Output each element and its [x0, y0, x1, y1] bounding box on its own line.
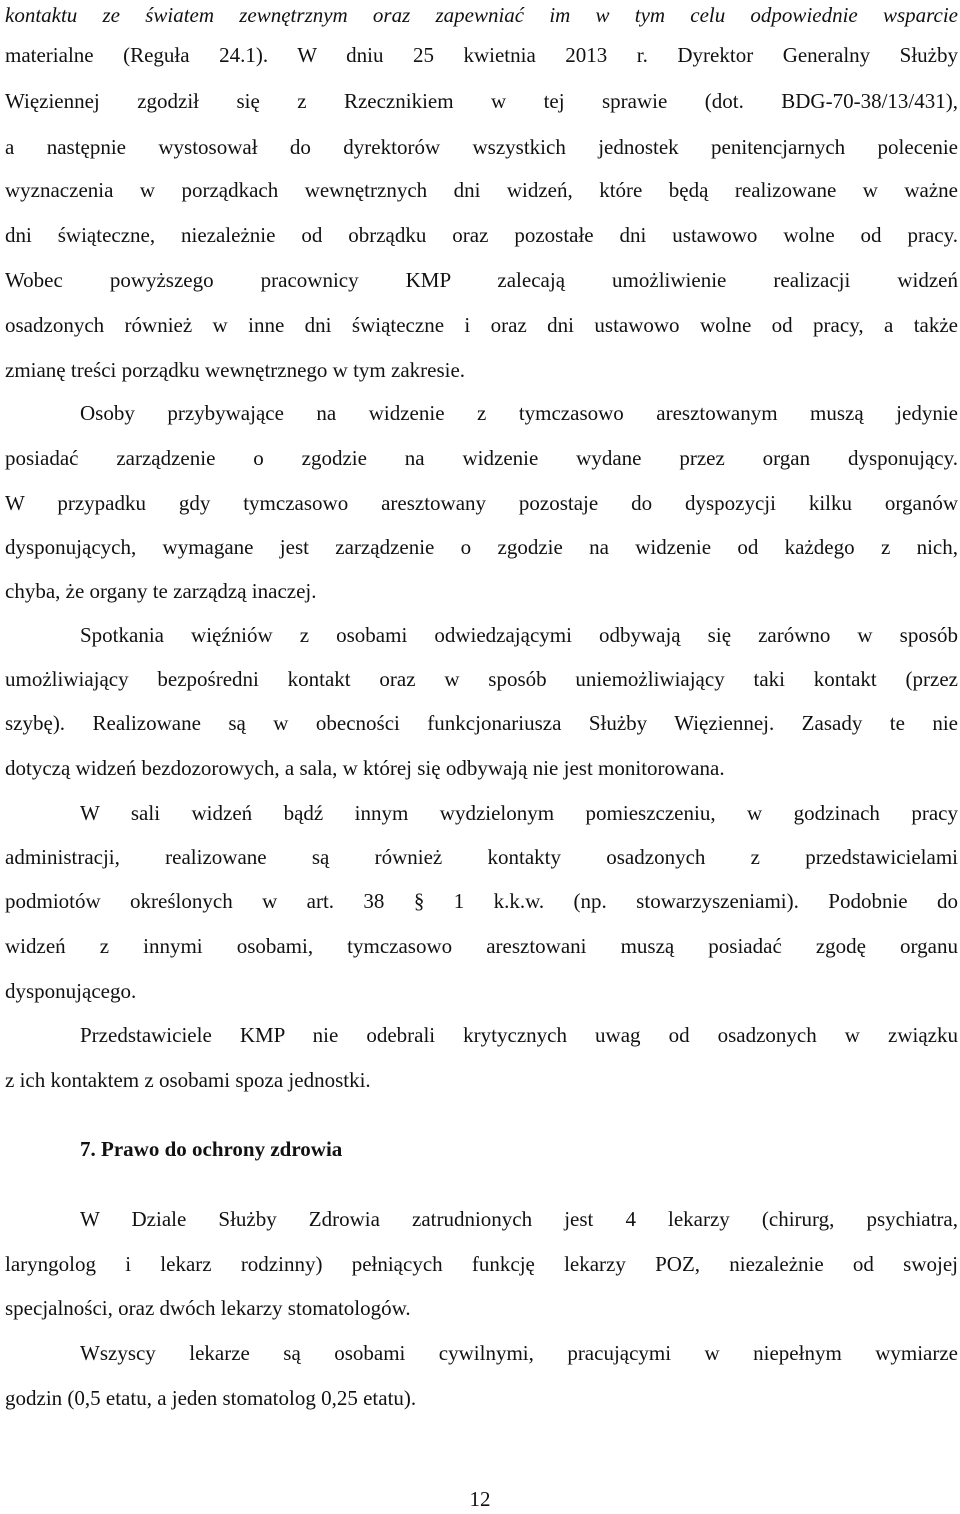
- text-line: Spotkania więźniów z osobami odwiedzającymi odbywają się zarówno w sposób: [80, 623, 958, 647]
- text-line: godzin (0,5 etatu, a jeden stomatolog 0,25 etatu).: [5, 1386, 417, 1410]
- text-line: umożliwiający bezpośredni kontakt oraz w sposób uniemożliwiający taki kontakt (przez: [5, 667, 958, 691]
- text-line: kontaktu ze światem zewnętrznym oraz zapewniać im w tym celu odpowiednie wsparcie: [5, 3, 958, 27]
- text-line: szybę). Realizowane są w obecności funkcjonariusza Służby Więziennej. Zasady te nie: [5, 711, 958, 735]
- text-line: zmianę treści porządku wewnętrznego w tym zakresie.: [5, 358, 466, 382]
- text-line: dysponującego.: [5, 979, 137, 1003]
- section-heading: 7. Prawo do ochrony zdrowia: [80, 1137, 343, 1161]
- text-line: podmiotów określonych w art. 38 § 1 k.k.w. (np. stowarzyszeniami). Podobnie do: [5, 889, 958, 913]
- text-line: Wobec powyższego pracownicy KMP zalecają umożliwienie realizacji widzeń: [5, 268, 958, 292]
- text-line: dotyczą widzeń bezdozorowych, a sala, w której się odbywają nie jest monitorowana.: [5, 756, 725, 780]
- text-line: materialne (Reguła 24.1). W dniu 25 kwietnia 2013 r. Dyrektor Generalny Służby: [5, 43, 958, 67]
- text-line: a następnie wystosował do dyrektorów wszystkich jednostek penitencjarnych polecenie: [5, 135, 958, 159]
- text-line: Osoby przybywające na widzenie z tymczasowo aresztowanym muszą jedynie: [80, 401, 958, 425]
- text-line: Przedstawiciele KMP nie odebrali krytycznych uwag od osadzonych w związku: [80, 1023, 958, 1047]
- text-line: W sali widzeń bądź innym wydzielonym pomieszczeniu, w godzinach pracy: [80, 801, 958, 825]
- text-line: widzeń z innymi osobami, tymczasowo aresztowani muszą posiadać zgodę organu: [5, 934, 958, 958]
- text-line: osadzonych również w inne dni świąteczne i oraz dni ustawowo wolne od pracy, a także: [5, 313, 958, 337]
- text-line: dni świąteczne, niezależnie od obrządku oraz pozostałe dni ustawowo wolne od pracy.: [5, 223, 958, 247]
- text-line: W Dziale Służby Zdrowia zatrudnionych jest 4 lekarzy (chirurg, psychiatra,: [80, 1207, 958, 1231]
- text-line: dysponujących, wymagane jest zarządzenie o zgodzie na widzenie od każdego z nich,: [5, 535, 958, 559]
- text-line: administracji, realizowane są również kontakty osadzonych z przedstawicielami: [5, 845, 958, 869]
- text-line: chyba, że organy te zarządzą inaczej.: [5, 579, 317, 603]
- text-line: W przypadku gdy tymczasowo aresztowany pozostaje do dyspozycji kilku organów: [5, 491, 958, 515]
- text-line: specjalności, oraz dwóch lekarzy stomatologów.: [5, 1296, 411, 1320]
- page-number: 12: [469, 1487, 491, 1511]
- text-line: posiadać zarządzenie o zgodzie na widzenie wydane przez organ dysponujący.: [5, 446, 958, 470]
- text-line: wyznaczenia w porządkach wewnętrznych dni widzeń, które będą realizowane w ważne: [5, 178, 958, 202]
- text-line: Wszyscy lekarze są osobami cywilnymi, pracującymi w niepełnym wymiarze: [80, 1341, 958, 1365]
- text-line: Więziennej zgodził się z Rzecznikiem w tej sprawie (dot. BDG-70-38/13/431),: [5, 89, 958, 113]
- text-line: laryngolog i lekarz rodzinny) pełniących funkcję lekarzy POZ, niezależnie od swojej: [5, 1252, 958, 1276]
- text-line: z ich kontaktem z osobami spoza jednostki.: [5, 1068, 371, 1092]
